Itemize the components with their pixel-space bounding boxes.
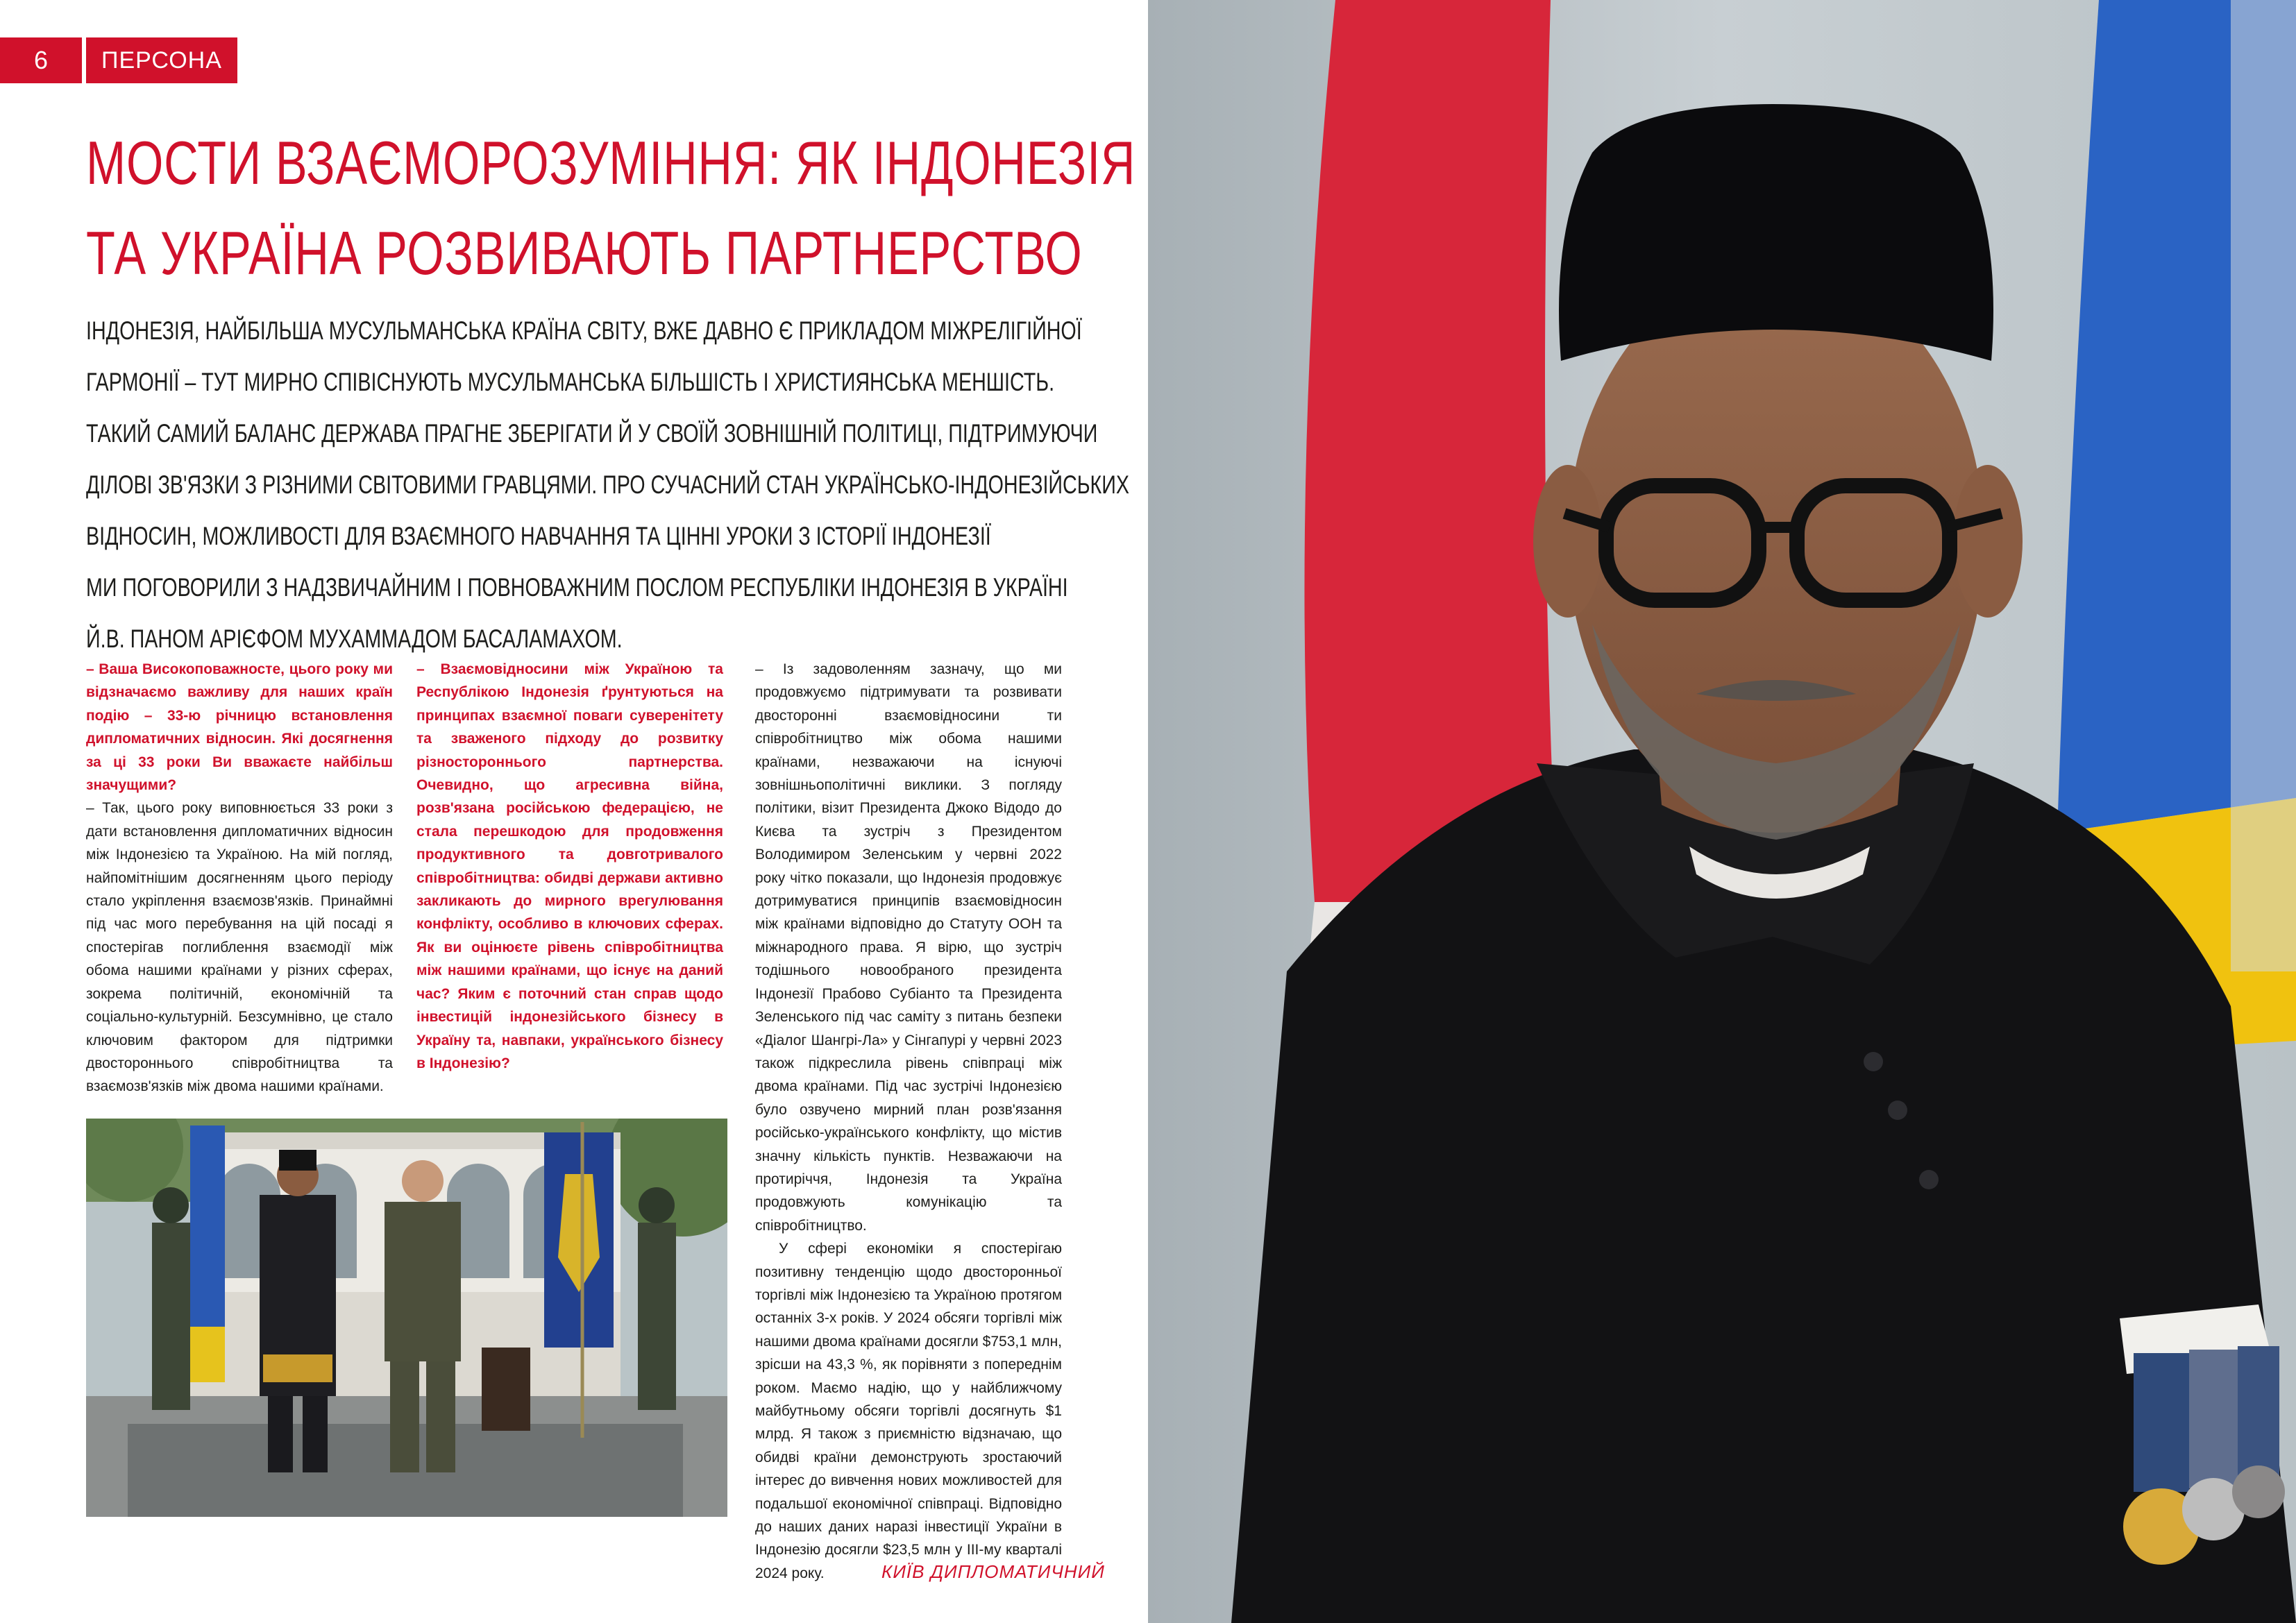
article-column-3 [755,658,1062,1585]
interview-answer: – Із задоволенням зазначу, що ми продовжуємо підтримувати та розвивати двосторонні взаємовідносини ти співробітництво між обома нашими країнами, незважаючи на існуючі зовнішньополітичні виклики. З погляду політики, візит Президента Джоко Відодо до Києва та зустріч з Президентом Володимиром Зеленським у червні 2022 року чітко показали, що Індонезія продовжує дотримуватися принципів взаємовідносин між країнами відповідно до Статуту ООН та міжнародного права. Я вірю, що зустріч тодішнього новообраного президента Індонезії Прабово Субіанто та Президента Зеленського під час саміту з питань безпеки «Діалог Шангрі-Ла» у Сінгапурі у червні 2023 також підкреслила рівень співпраці між двома країнами. Під час зустрічі Індонезією було озвучено мирний план розв'язання російсько-українського конфлікту, що містив значну кількість пунктів. Незважаючи на протиріччя, Індонезія та Україна продовжують комунікацію та співробітництво. [755,661,1062,1234]
lead-line: ГАРМОНІЇ – ТУТ МИРНО СПІВІСНУЮТЬ МУСУЛЬМАНСЬКА БІЛЬШІСТЬ І ХРИСТИЯНСЬКА МЕНШІСТЬ. [86,368,1055,396]
lead-line: ІНДОНЕЗІЯ, НАЙБІЛЬША МУСУЛЬМАНСЬКА КРАЇНА СВІТУ, ВЖЕ ДАВНО Є ПРИКЛАДОМ МІЖРЕЛІГІЙНОЇ [86,316,1082,345]
meeting-photo-image [86,1119,727,1517]
interview-answer: – Так, цього року виповнюється 33 роки з дати встановлення дипломатичних відносин між Індонезією та Україною. На мій погляд, найпомітнішим досягненням цього періоду стало укріплення взаємозв'язків. Принаймні під час мого перебування на цій посаді я спостерігав поглиблення взаємодії між обома нашими країнами у різних сферах, зокрема політичній, економічній та соціально-культурній. Безсумнівно, це стало ключовим фактором для підтримки двостороннього співробітництва та взаємозв'язків між двома нашими країнами. [86,800,393,1095]
article-column-1 [86,658,393,1098]
article-column-2 [416,658,723,1075]
lead-line: ДІЛОВІ ЗВ'ЯЗКИ З РІЗНИМИ СВІТОВИМИ ГРАВЦЯМИ. ПРО СУЧАСНИЙ СТАН УКРАЇНСЬКО-ІНДОНЕЗІЙСЬКИХ [86,470,1129,499]
lead-paragraph [86,305,1129,665]
meeting-photo [86,1119,727,1517]
section-tag: ПЕРСОНА [86,37,237,83]
ambassador-portrait-image [1148,0,2296,1623]
headline [86,118,1136,298]
interview-question: – Взаємовідносини між Україною та Республікою Індонезія ґрунтуються на принципах взаємної поваги суверенітету та зваженого підходу до розвитку різностороннього партнерства. Очевидно, що агресивна війна, розв'язана російською федерацією, не стала перешкодою для продовження продуктивного та довготривалого співробітництва: обидві держави активно закликають до мирного врегулювання конфлікту, особливо в ключових сферах. Як ви оцінюєте рівень співробітництва між нашими країнами, що існує на даний час? Яким є поточний стан справ щодо інвестицій індонезійського бізнесу в Україну та, навпаки, українського бізнесу в Індонезію? [416,661,723,1071]
page-number: 6 [0,37,82,83]
lead-line: МИ ПОГОВОРИЛИ З НАДЗВИЧАЙНИМ І ПОВНОВАЖНИМ ПОСЛОМ РЕСПУБЛІКИ ІНДОНЕЗІЯ В УКРАЇНІ [86,573,1068,602]
headline-line: ТА УКРАЇНА РОЗВИВАЮТЬ ПАРТНЕРСТВО [86,219,1083,287]
interview-question: – Ваша Високоповажносте, цього року ми відзначаємо важливу для наших країн подію – 33-ю річницю встановлення дипломатичних відносин. Які досягнення за ці 33 роки Ви вважаєте найбільш значущими? [86,661,393,794]
interview-answer: У сфері економіки я спостерігаю позитивну тенденцію щодо двосторонньої торгівлі між Індонезією та Україною протягом останніх 3-х років. У 2024 обсяги торгівлі між нашими двома країнами досягли $753,1 млн, зрісши на 43,3 %, як порівняти з попереднім роком. Маємо надію, що у найближчому майбутньому обсяги торгівлі досягнуть $1 млрд. Я також з приємністю відзначаю, що обидві країни демонструють зростаючий інтерес до вивчення нових можливостей для подальшої економічної співпраці. Відповідно до наших даних наразі інвестиції України в Індонезію досягли $23,5 млн у ІІІ-му кварталі 2024 року. [755,1241,1062,1581]
headline-line: МОСТИ ВЗАЄМОРОЗУМІННЯ: ЯК ІНДОНЕЗІЯ [86,128,1136,197]
lead-line: ВІДНОСИН, МОЖЛИВОСТІ ДЛЯ ВЗАЄМНОГО НАВЧАННЯ ТА ЦІННІ УРОКИ З ІСТОРІЇ ІНДОНЕЗІЇ [86,522,991,550]
page-header [0,37,237,83]
portrait-photo [1148,0,2296,1623]
magazine-footer: КИЇВ ДИПЛОМАТИЧНИЙ [881,1561,1105,1582]
lead-line: Й.В. ПАНОМ АРІЄФОМ МУХАММАДОМ БАСАЛАМАХОМ. [86,624,623,653]
lead-line: ТАКИЙ САМИЙ БАЛАНС ДЕРЖАВА ПРАГНЕ ЗБЕРІГАТИ Й У СВОЇЙ ЗОВНІШНІЙ ПОЛІТИЦІ, ПІДТРИМУЮЧИ [86,419,1098,448]
